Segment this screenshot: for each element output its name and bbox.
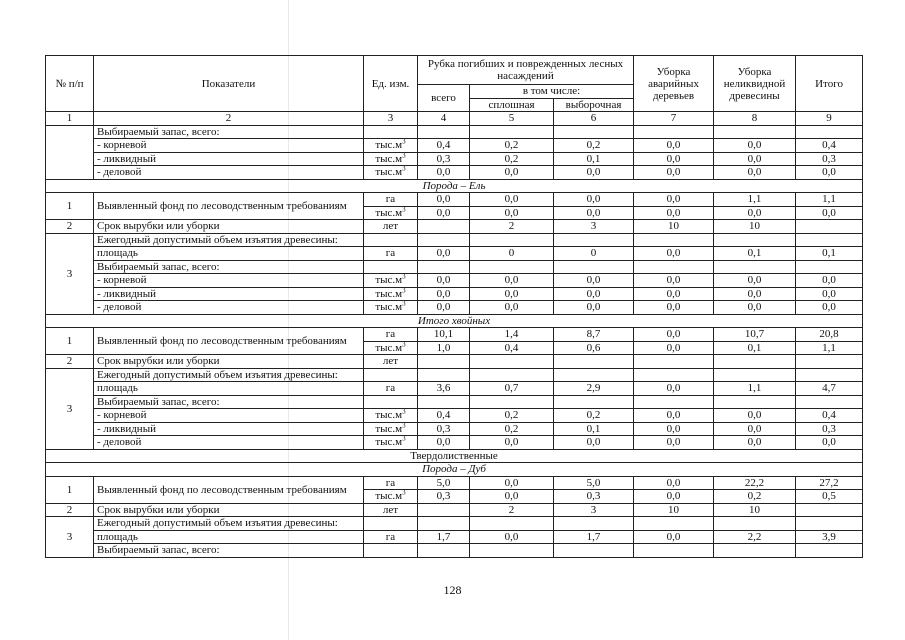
unit-years: лет (364, 355, 418, 369)
value-cell: 0,0 (554, 193, 634, 207)
value-cell: 0,3 (418, 422, 470, 436)
value-cell: 1,7 (418, 530, 470, 544)
empty-cell (634, 233, 714, 247)
value-cell: 0,1 (554, 422, 634, 436)
empty-cell (634, 368, 714, 382)
value-cell: 0,1 (796, 247, 863, 261)
col-number: 7 (634, 112, 714, 126)
empty-cell (796, 233, 863, 247)
value-cell (796, 503, 863, 517)
value-cell: 22,2 (714, 476, 796, 490)
value-cell: 0,2 (470, 409, 554, 423)
value-cell: 2 (470, 503, 554, 517)
empty-cell (554, 233, 634, 247)
unit-sup: 3 (402, 206, 406, 214)
empty-cell (364, 233, 418, 247)
value-cell: 0,3 (418, 152, 470, 166)
empty-cell (364, 395, 418, 409)
label-stock-total: Выбираемый запас, всего: (94, 125, 364, 139)
label-fund: Выявленный фонд по лесоводственным требованиям (94, 476, 364, 503)
value-cell: 3 (554, 220, 634, 234)
label-area: площадь (94, 382, 364, 396)
unit-sup: 3 (402, 408, 406, 416)
unit-text: тыс.м (375, 287, 403, 300)
empty-cell (470, 125, 554, 139)
value-cell: 0,0 (418, 301, 470, 315)
value-cell: 0,2 (554, 409, 634, 423)
value-cell: 0,0 (634, 328, 714, 342)
empty-cell (714, 260, 796, 274)
empty-cell (714, 395, 796, 409)
empty-cell (418, 355, 470, 369)
value-cell: 0,0 (470, 193, 554, 207)
value-cell: 0,0 (418, 274, 470, 288)
col-number: 6 (554, 112, 634, 126)
label-fund: Выявленный фонд по лесоводственным требованиям (94, 193, 364, 220)
value-cell: 10 (634, 220, 714, 234)
col-number: 4 (418, 112, 470, 126)
value-cell: 1,7 (554, 530, 634, 544)
value-cell: 0,0 (554, 436, 634, 450)
value-cell: 0,0 (796, 287, 863, 301)
unit-years: лет (364, 220, 418, 234)
label-area: площадь (94, 247, 364, 261)
value-cell: 0,0 (634, 193, 714, 207)
empty-cell (418, 260, 470, 274)
value-cell: 1,1 (714, 382, 796, 396)
empty-cell (634, 544, 714, 558)
value-cell: 1,0 (418, 341, 470, 355)
empty-cell (714, 233, 796, 247)
value-cell: 0,0 (470, 301, 554, 315)
row-num: 2 (46, 355, 94, 369)
value-cell: 2,2 (714, 530, 796, 544)
col-number: 1 (46, 112, 94, 126)
row-num: 1 (46, 328, 94, 355)
value-cell: 0,0 (714, 274, 796, 288)
unit-sup: 3 (402, 165, 406, 173)
empty-cell (634, 355, 714, 369)
unit-ha: га (364, 476, 418, 490)
unit-sup: 3 (402, 422, 406, 430)
label-annual: Ежегодный допустимый объем изъятия древесины: (94, 517, 364, 531)
empty-cell (470, 395, 554, 409)
value-cell: 0,0 (470, 530, 554, 544)
value-cell: 0,3 (796, 422, 863, 436)
label-business: - деловой (94, 166, 364, 180)
section-conifer-total: Итого хвойных (46, 314, 863, 328)
value-cell: 0,0 (634, 301, 714, 315)
empty-cell (796, 368, 863, 382)
empty-cell (796, 125, 863, 139)
unit-text: тыс.м (375, 341, 403, 354)
header-total-all: всего (418, 85, 470, 112)
unit-ha: га (364, 328, 418, 342)
empty-cell (364, 125, 418, 139)
empty-cell (634, 395, 714, 409)
unit-text: тыс.м (375, 301, 403, 314)
table-row (46, 152, 863, 166)
unit-cell (364, 436, 418, 450)
value-cell: 0,0 (554, 166, 634, 180)
header-unit: Ед. изм. (364, 56, 418, 112)
value-cell: 0,0 (714, 301, 796, 315)
empty-cell (796, 260, 863, 274)
empty-cell (418, 395, 470, 409)
unit-cell (364, 409, 418, 423)
value-cell: 3,9 (796, 530, 863, 544)
column-numbers-row (46, 112, 863, 126)
value-cell: 0,6 (554, 341, 634, 355)
value-cell: 10,1 (418, 328, 470, 342)
value-cell: 0,0 (418, 166, 470, 180)
table-row (46, 139, 863, 153)
col-number: 9 (796, 112, 863, 126)
value-cell: 3 (554, 503, 634, 517)
empty-cell (714, 517, 796, 531)
value-cell (796, 220, 863, 234)
value-cell: 0,0 (714, 139, 796, 153)
value-cell: 0,0 (634, 409, 714, 423)
unit-cell (364, 206, 418, 220)
empty-cell (470, 233, 554, 247)
unit-cell (364, 301, 418, 315)
empty-cell (796, 355, 863, 369)
label-annual: Ежегодный допустимый объем изъятия древесины: (94, 368, 364, 382)
unit-text: тыс.м (375, 139, 403, 152)
unit-sup: 3 (402, 273, 406, 281)
value-cell: 2,9 (554, 382, 634, 396)
unit-cell (364, 341, 418, 355)
value-cell: 0,0 (634, 274, 714, 288)
header-total: Итого (796, 56, 863, 112)
unit-sup: 3 (402, 341, 406, 349)
value-cell: 0,0 (470, 287, 554, 301)
empty-cell (470, 355, 554, 369)
value-cell: 0,0 (554, 206, 634, 220)
empty-cell (714, 355, 796, 369)
col-number: 3 (364, 112, 418, 126)
value-cell: 0,0 (634, 490, 714, 504)
row-num: 3 (46, 233, 94, 314)
unit-text: тыс.м (375, 274, 403, 287)
label-stock-total: Выбираемый запас, всего: (94, 395, 364, 409)
value-cell: 0,2 (470, 139, 554, 153)
value-cell: 0,0 (418, 206, 470, 220)
unit-cell (364, 287, 418, 301)
label-area: площадь (94, 530, 364, 544)
value-cell: 0,0 (470, 476, 554, 490)
empty-cell (714, 544, 796, 558)
value-cell: 0,0 (714, 152, 796, 166)
value-cell: 8,7 (554, 328, 634, 342)
empty-cell (796, 395, 863, 409)
value-cell: 10 (634, 503, 714, 517)
value-cell: 0,7 (470, 382, 554, 396)
value-cell: 27,2 (796, 476, 863, 490)
unit-text: тыс.м (375, 206, 403, 219)
value-cell: 0 (554, 247, 634, 261)
label-business: - деловой (94, 301, 364, 315)
empty-cell (364, 544, 418, 558)
unit-cell (364, 152, 418, 166)
header-illiquid: Уборка неликвидной древесины (714, 56, 796, 112)
value-cell: 0,0 (634, 166, 714, 180)
empty-cell (470, 544, 554, 558)
value-cell: 0,3 (796, 152, 863, 166)
value-cell (418, 220, 470, 234)
header-selective: выборочная (554, 98, 634, 112)
value-cell: 0,4 (418, 139, 470, 153)
value-cell: 1,1 (714, 193, 796, 207)
empty-cell (470, 260, 554, 274)
value-cell: 0,0 (470, 206, 554, 220)
value-cell: 20,8 (796, 328, 863, 342)
header-indicators: Показатели (94, 56, 364, 112)
value-cell: 0,0 (714, 166, 796, 180)
value-cell: 0,0 (796, 166, 863, 180)
unit-text: тыс.м (375, 409, 403, 422)
value-cell: 0,0 (796, 274, 863, 288)
label-liquid: - ликвидный (94, 287, 364, 301)
value-cell: 0,3 (418, 490, 470, 504)
empty-cell (470, 517, 554, 531)
unit-years: лет (364, 503, 418, 517)
label-stock-total: Выбираемый запас, всего: (94, 544, 364, 558)
label-liquid: - ликвидный (94, 422, 364, 436)
section-spruce: Порода – Ель (46, 179, 863, 193)
value-cell: 0,5 (796, 490, 863, 504)
empty-cell (796, 544, 863, 558)
label-term: Срок вырубки или уборки (94, 355, 364, 369)
value-cell: 0,0 (634, 206, 714, 220)
value-cell: 0,0 (796, 301, 863, 315)
value-cell: 0,0 (796, 206, 863, 220)
empty-cell (364, 517, 418, 531)
value-cell: 1,1 (796, 193, 863, 207)
value-cell: 0,1 (714, 341, 796, 355)
empty-cell (796, 517, 863, 531)
value-cell: 0,0 (634, 247, 714, 261)
value-cell: 0,0 (714, 436, 796, 450)
unit-text: тыс.м (375, 422, 403, 435)
unit-sup: 3 (402, 435, 406, 443)
value-cell: 5,0 (554, 476, 634, 490)
unit-text: тыс.м (375, 436, 403, 449)
section-hardwood: Твердолиственные (46, 449, 863, 463)
value-cell: 10,7 (714, 328, 796, 342)
value-cell: 10 (714, 503, 796, 517)
value-cell: 0,0 (554, 287, 634, 301)
unit-cell (364, 422, 418, 436)
header-num: № п/п (46, 56, 94, 112)
value-cell: 0,0 (714, 206, 796, 220)
value-cell: 0,0 (796, 436, 863, 450)
unit-sup: 3 (402, 138, 406, 146)
unit-sup: 3 (402, 489, 406, 497)
unit-text: тыс.м (375, 152, 403, 165)
empty-cell (364, 368, 418, 382)
empty-cell (364, 260, 418, 274)
value-cell: 5,0 (418, 476, 470, 490)
empty-cell (470, 368, 554, 382)
empty-cell (554, 517, 634, 531)
value-cell: 0,0 (714, 422, 796, 436)
value-cell: 0,0 (634, 476, 714, 490)
unit-text: тыс.м (375, 166, 403, 179)
row-num: 2 (46, 220, 94, 234)
row-num: 1 (46, 476, 94, 503)
value-cell: 0,0 (634, 341, 714, 355)
value-cell: 0,3 (554, 490, 634, 504)
value-cell: 0,0 (470, 166, 554, 180)
empty-cell (418, 544, 470, 558)
value-cell: 0,0 (634, 287, 714, 301)
value-cell: 0,0 (418, 247, 470, 261)
value-cell: 0,0 (418, 436, 470, 450)
value-cell: 0,2 (554, 139, 634, 153)
felling-table (45, 55, 863, 558)
value-cell: 0,0 (470, 490, 554, 504)
empty-cell (634, 260, 714, 274)
col-number: 5 (470, 112, 554, 126)
empty-cell (554, 368, 634, 382)
value-cell: 0,0 (418, 287, 470, 301)
label-root: - корневой (94, 409, 364, 423)
empty-cell (634, 125, 714, 139)
unit-sup: 3 (402, 287, 406, 295)
empty-cell (554, 355, 634, 369)
row-num: 2 (46, 503, 94, 517)
empty-cell (554, 260, 634, 274)
unit-cell (364, 274, 418, 288)
empty-cell (634, 517, 714, 531)
unit-cell (364, 166, 418, 180)
label-root: - корневой (94, 274, 364, 288)
value-cell: 0,0 (554, 274, 634, 288)
value-cell: 0,0 (634, 152, 714, 166)
empty-cell (554, 125, 634, 139)
value-cell: 2 (470, 220, 554, 234)
empty-cell (714, 125, 796, 139)
value-cell: 3,6 (418, 382, 470, 396)
value-cell: 0,0 (634, 436, 714, 450)
unit-sup: 3 (402, 300, 406, 308)
col-number: 2 (94, 112, 364, 126)
label-term: Срок вырубки или уборки (94, 220, 364, 234)
value-cell: 0,2 (470, 422, 554, 436)
row-num-cell (46, 125, 94, 179)
value-cell: 0,4 (418, 409, 470, 423)
value-cell: 0,0 (634, 382, 714, 396)
value-cell: 0,1 (554, 152, 634, 166)
value-cell: 0,2 (714, 490, 796, 504)
label-business: - деловой (94, 436, 364, 450)
empty-cell (554, 544, 634, 558)
label-annual: Ежегодный допустимый объем изъятия древесины: (94, 233, 364, 247)
value-cell: 0,0 (470, 436, 554, 450)
value-cell: 0,0 (634, 422, 714, 436)
section-oak: Порода – Дуб (46, 463, 863, 477)
row-num: 1 (46, 193, 94, 220)
header-solid: сплошная (470, 98, 554, 112)
page-number: 128 (443, 583, 462, 597)
table-row (46, 166, 863, 180)
value-cell: 0,4 (796, 409, 863, 423)
unit-cell (364, 490, 418, 504)
empty-cell (714, 368, 796, 382)
label-root: - корневой (94, 139, 364, 153)
value-cell: 0 (470, 247, 554, 261)
empty-cell (418, 125, 470, 139)
unit-ha: га (364, 193, 418, 207)
value-cell: 0,4 (796, 139, 863, 153)
value-cell: 0,0 (554, 301, 634, 315)
empty-cell (418, 517, 470, 531)
label-fund: Выявленный фонд по лесоводственным требованиям (94, 328, 364, 355)
label-liquid: - ликвидный (94, 152, 364, 166)
label-term: Срок вырубки или уборки (94, 503, 364, 517)
value-cell: 0,0 (470, 274, 554, 288)
row-num: 3 (46, 368, 94, 449)
value-cell: 1,1 (796, 341, 863, 355)
unit-ha: га (364, 247, 418, 261)
unit-ha: га (364, 382, 418, 396)
value-cell (418, 503, 470, 517)
value-cell: 0,4 (470, 341, 554, 355)
header-including: в том числе: (470, 85, 634, 99)
label-stock-total: Выбираемый запас, всего: (94, 260, 364, 274)
unit-sup: 3 (402, 152, 406, 160)
value-cell: 0,1 (714, 247, 796, 261)
value-cell: 0,0 (634, 139, 714, 153)
empty-cell (418, 233, 470, 247)
value-cell: 0,2 (470, 152, 554, 166)
value-cell: 0,0 (634, 530, 714, 544)
value-cell: 0,0 (714, 409, 796, 423)
header-emergency: Уборка аварийных деревьев (634, 56, 714, 112)
header-felling: Рубка погибших и поврежденных лесных насаждений (418, 56, 634, 85)
unit-ha: га (364, 530, 418, 544)
empty-cell (418, 368, 470, 382)
value-cell: 4,7 (796, 382, 863, 396)
value-cell: 1,4 (470, 328, 554, 342)
value-cell: 10 (714, 220, 796, 234)
col-number: 8 (714, 112, 796, 126)
value-cell: 0,0 (714, 287, 796, 301)
value-cell: 0,0 (418, 193, 470, 207)
unit-cell (364, 139, 418, 153)
empty-cell (554, 395, 634, 409)
unit-text: тыс.м (375, 490, 403, 503)
row-num: 3 (46, 517, 94, 558)
